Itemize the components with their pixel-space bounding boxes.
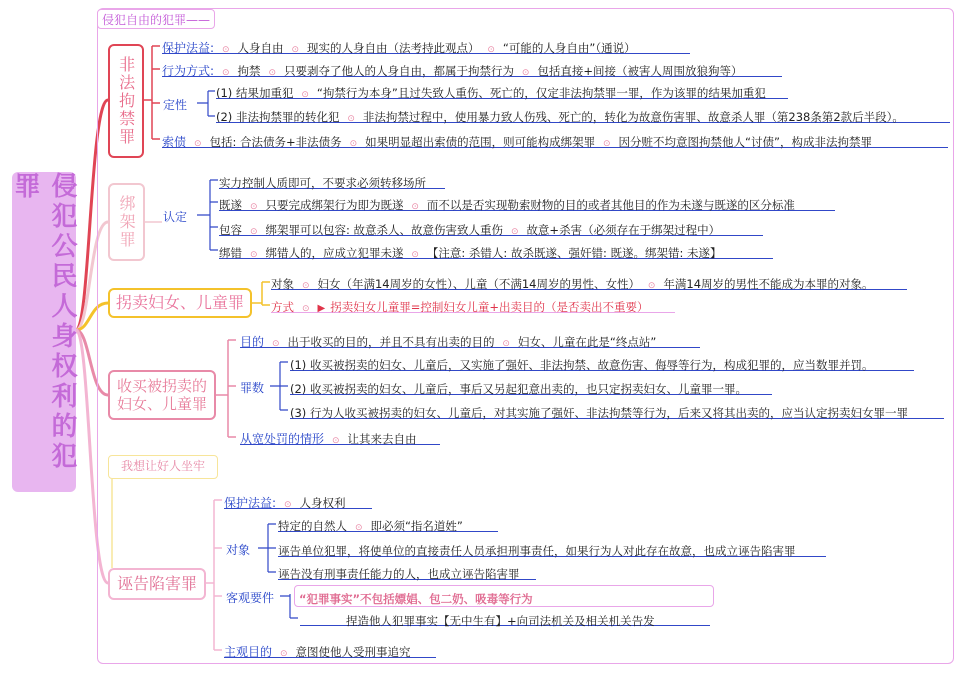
- illegal-method-row: [162, 60, 782, 77]
- false-subjective-row: [224, 641, 436, 658]
- false-objective-b-row: [300, 610, 710, 626]
- kidnap-row2-a: 绑架罪可以包容: 故意杀人、故意伤害致人重伤: [265, 223, 503, 237]
- bullet-icon: ⊙: [247, 250, 261, 260]
- purchase-count-3-row: [290, 402, 944, 419]
- branch-kidnapping-label: 绑架罪: [117, 195, 137, 249]
- bullet-icon: ⊙: [519, 68, 533, 78]
- false-objective-a-box: [294, 585, 714, 607]
- illegal-nature-2-text: 非法拘禁过程中，使用暴力致人伤残、死亡的，转化为故意伤害罪、故意杀人罪（第238条第2款后半段）。: [362, 110, 904, 124]
- illegal-protect-row: [162, 37, 690, 54]
- kidnap-row-3: [219, 242, 773, 259]
- bullet-icon: ⊙: [499, 339, 513, 349]
- purchase-count-2: (2) 收买被拐卖的妇女、儿童后，事后又另起犯意出卖的，也只定拐卖妇女、儿童罪一罪。: [290, 382, 747, 396]
- bullet-icon: ⊙: [281, 500, 295, 510]
- kidnap-row1-b: 而不以是否实现勒索财物的目的或者其他目的作为未遂与既遂的区分标准: [426, 198, 795, 212]
- bullet-icon: ⊙: [191, 139, 205, 149]
- traffic-method-text: 拐卖妇女儿童罪=控制妇女儿童+出卖目的（是否卖出不重要）: [330, 300, 649, 314]
- illegal-protect-item: 人身自由: [237, 41, 284, 55]
- false-object-3: 诬告没有刑事责任能力的人，也成立诬告陷害罪: [278, 567, 520, 581]
- flag-icon: ▶: [317, 303, 326, 314]
- bullet-icon: ⊙: [408, 250, 422, 260]
- bullet-icon: ⊙: [219, 45, 233, 55]
- purchase-count-label: 罪数: [240, 381, 265, 395]
- branch-illegal-detention: [108, 44, 144, 158]
- purchase-purpose-a: 出于收买的目的，并且不具有出卖的目的: [287, 335, 495, 349]
- false-object-2-row: [278, 540, 826, 557]
- note-sticker: 我想让好人坐牢: [108, 455, 218, 479]
- false-objective-a: “犯罪事实”不包括嫖娼、包二奶、吸毒等行为: [299, 592, 533, 606]
- kidnap-row2-b: 故意+杀害（必须存在于绑架过程中）: [526, 223, 721, 237]
- bullet-icon: ⊙: [329, 436, 343, 446]
- branch-false-accusation: [108, 568, 206, 600]
- root-title: 侵犯公民人身权利的犯罪: [10, 172, 77, 472]
- illegal-nature-2-title: (2) 非法拘禁罪的转化犯: [216, 110, 340, 124]
- false-object-1a: 特定的自然人: [278, 519, 347, 533]
- bullet-icon: ⊙: [645, 281, 659, 291]
- branch-trafficking: [108, 288, 252, 318]
- bullet-icon: ⊙: [269, 339, 283, 349]
- bullet-icon: ⊙: [288, 45, 302, 55]
- illegal-protect-label: 保护法益:: [162, 41, 215, 55]
- bullet-icon: ⊙: [352, 523, 366, 533]
- traffic-object-a: 妇女（年满14周岁的女性）、儿童（不满14周岁的男性、女性）: [317, 277, 640, 291]
- traffic-object-b: 年满14周岁的男性不能成为本罪的对象。: [663, 277, 874, 291]
- kidnap-row2-label: 包容: [219, 223, 242, 237]
- false-object-label: 对象: [226, 543, 251, 557]
- illegal-demand-row: [162, 131, 948, 148]
- illegal-method-item: 包括直接+间接（被害人周围放狼狗等）: [537, 64, 743, 78]
- root-node: [12, 172, 76, 492]
- false-subjective-label: 主观目的: [224, 645, 273, 659]
- false-protect-text: 人身权利: [299, 496, 346, 510]
- false-protect-row: [224, 492, 372, 509]
- illegal-nature-1-title: (1) 结果加重犯: [216, 86, 294, 100]
- kidnap-row-0: [219, 172, 445, 189]
- purchase-lenient-row: [240, 428, 440, 445]
- bullet-icon: ⊙: [344, 114, 358, 124]
- title-tag: 侵犯自由的犯罪——: [97, 9, 215, 29]
- bullet-icon: ⊙: [298, 90, 312, 100]
- illegal-nature-label: 定性: [163, 98, 188, 112]
- purchase-count-1-row: [290, 354, 914, 371]
- kidnap-row3-a: 绑错人的，应成立犯罪未遂: [265, 246, 404, 260]
- traffic-object-label: 对象: [271, 277, 294, 291]
- illegal-method-item: 拘禁: [237, 64, 261, 78]
- false-protect-label: 保护法益:: [224, 496, 277, 510]
- kidnap-row1-a: 只要完成绑架行为即为既遂: [265, 198, 404, 212]
- purchase-purpose-row: [240, 331, 700, 348]
- purchase-lenient-text: 让其来去自由: [347, 432, 417, 446]
- kidnap-row3-b: 【注意: 杀错人: 故杀既遂、强奸错: 既遂。绑架错: 未遂】: [426, 246, 722, 260]
- false-object-1-row: [278, 515, 498, 532]
- bullet-icon: ⊙: [265, 68, 279, 78]
- bullet-icon: ⊙: [299, 281, 313, 291]
- bullet-icon: ⊙: [247, 202, 261, 212]
- false-objective-b: 捏造他人犯罪事实【无中生有】+向司法机关及相关机关告发: [346, 614, 655, 628]
- traffic-method-label: 方式: [271, 300, 294, 314]
- bullet-icon: ⊙: [484, 45, 498, 55]
- illegal-nature-row-2: [216, 106, 950, 123]
- branch-purchasing-label: 收买被拐卖的妇女、儿童罪: [116, 377, 207, 413]
- false-object-1b: 即必须“指名道姓”: [370, 519, 463, 533]
- kidnap-row-2: [219, 219, 763, 236]
- false-object-2: 诬告单位犯罪，将使单位的直接责任人员承担刑事责任，如果行为人对此存在故意，也成立诬告陷害罪: [278, 544, 796, 558]
- illegal-method-item: 只要剥夺了他人的人身自由，都属于拘禁行为: [283, 64, 514, 78]
- branch-trafficking-label: 拐卖妇女、儿童罪: [115, 293, 244, 313]
- false-objective-label: 客观要件: [226, 591, 275, 605]
- bullet-icon: ⊙: [247, 227, 261, 237]
- purchase-count-1: (1) 收买被拐卖的妇女、儿童后，又实施了强奸、非法拘禁、故意伤害、侮辱等行为，构成犯罪的，应当数罪并罚。: [290, 358, 874, 372]
- illegal-protect-item: 现实的人身自由（法考持此观点）: [306, 41, 480, 55]
- kidnap-line0: 实力控制人质即可，不要求必须转移场所: [219, 176, 426, 190]
- bullet-icon: ⊙: [277, 649, 291, 659]
- bullet-icon: ⊙: [299, 304, 313, 314]
- purchase-purpose-label: 目的: [240, 335, 265, 349]
- kidnap-row1-label: 既遂: [219, 198, 242, 212]
- purchase-count-3: (3) 行为人收买被拐卖的妇女、儿童后，对其实施了强奸、非法拘禁等行为，后来又将其出卖的，应当认定拐卖妇女罪一罪: [290, 406, 908, 420]
- illegal-demand-item: 如果明显超出索债的范围，则可能构成绑架罪: [365, 135, 596, 149]
- kidnap-label: 认定: [163, 210, 188, 224]
- purchase-purpose-b: 妇女、儿童在此是“终点站”: [517, 335, 657, 349]
- illegal-demand-item: 因分赃不均意图拘禁他人“讨债”，构成非法拘禁罪: [618, 135, 872, 149]
- branch-illegal-detention-label: 非法拘禁罪: [116, 56, 136, 146]
- illegal-method-label: 行为方式:: [162, 64, 215, 78]
- purchase-count-2-row: [290, 378, 772, 395]
- illegal-nature-row-1: [216, 82, 788, 99]
- false-object-3-row: [278, 563, 536, 580]
- illegal-nature-1-text: “拘禁行为本身”且过失致人重伤、死亡的，仅定非法拘禁罪一罪，作为该罪的结果加重犯: [316, 86, 766, 100]
- bullet-icon: ⊙: [219, 68, 233, 78]
- branch-kidnapping: [108, 183, 145, 261]
- illegal-protect-item: “可能的人身自由”（通说）: [502, 41, 636, 55]
- bullet-icon: ⊙: [408, 202, 422, 212]
- branch-false-accusation-label: 诬告陷害罪: [116, 574, 197, 594]
- kidnap-row-1: [219, 194, 835, 211]
- traffic-method-row: [271, 296, 675, 313]
- branch-purchasing: [108, 370, 216, 420]
- traffic-object-row: [271, 273, 907, 290]
- bullet-icon: ⊙: [508, 227, 522, 237]
- kidnap-row3-label: 绑错: [219, 246, 242, 260]
- bullet-icon: ⊙: [346, 139, 360, 149]
- bullet-icon: ⊙: [600, 139, 614, 149]
- false-subjective-text: 意图使他人受刑事追究: [295, 645, 411, 659]
- illegal-demand-label: 索债: [162, 135, 187, 149]
- illegal-demand-item: 包括: 合法债务+非法债务: [209, 135, 342, 149]
- purchase-lenient-label: 从宽处罚的情形: [240, 432, 325, 446]
